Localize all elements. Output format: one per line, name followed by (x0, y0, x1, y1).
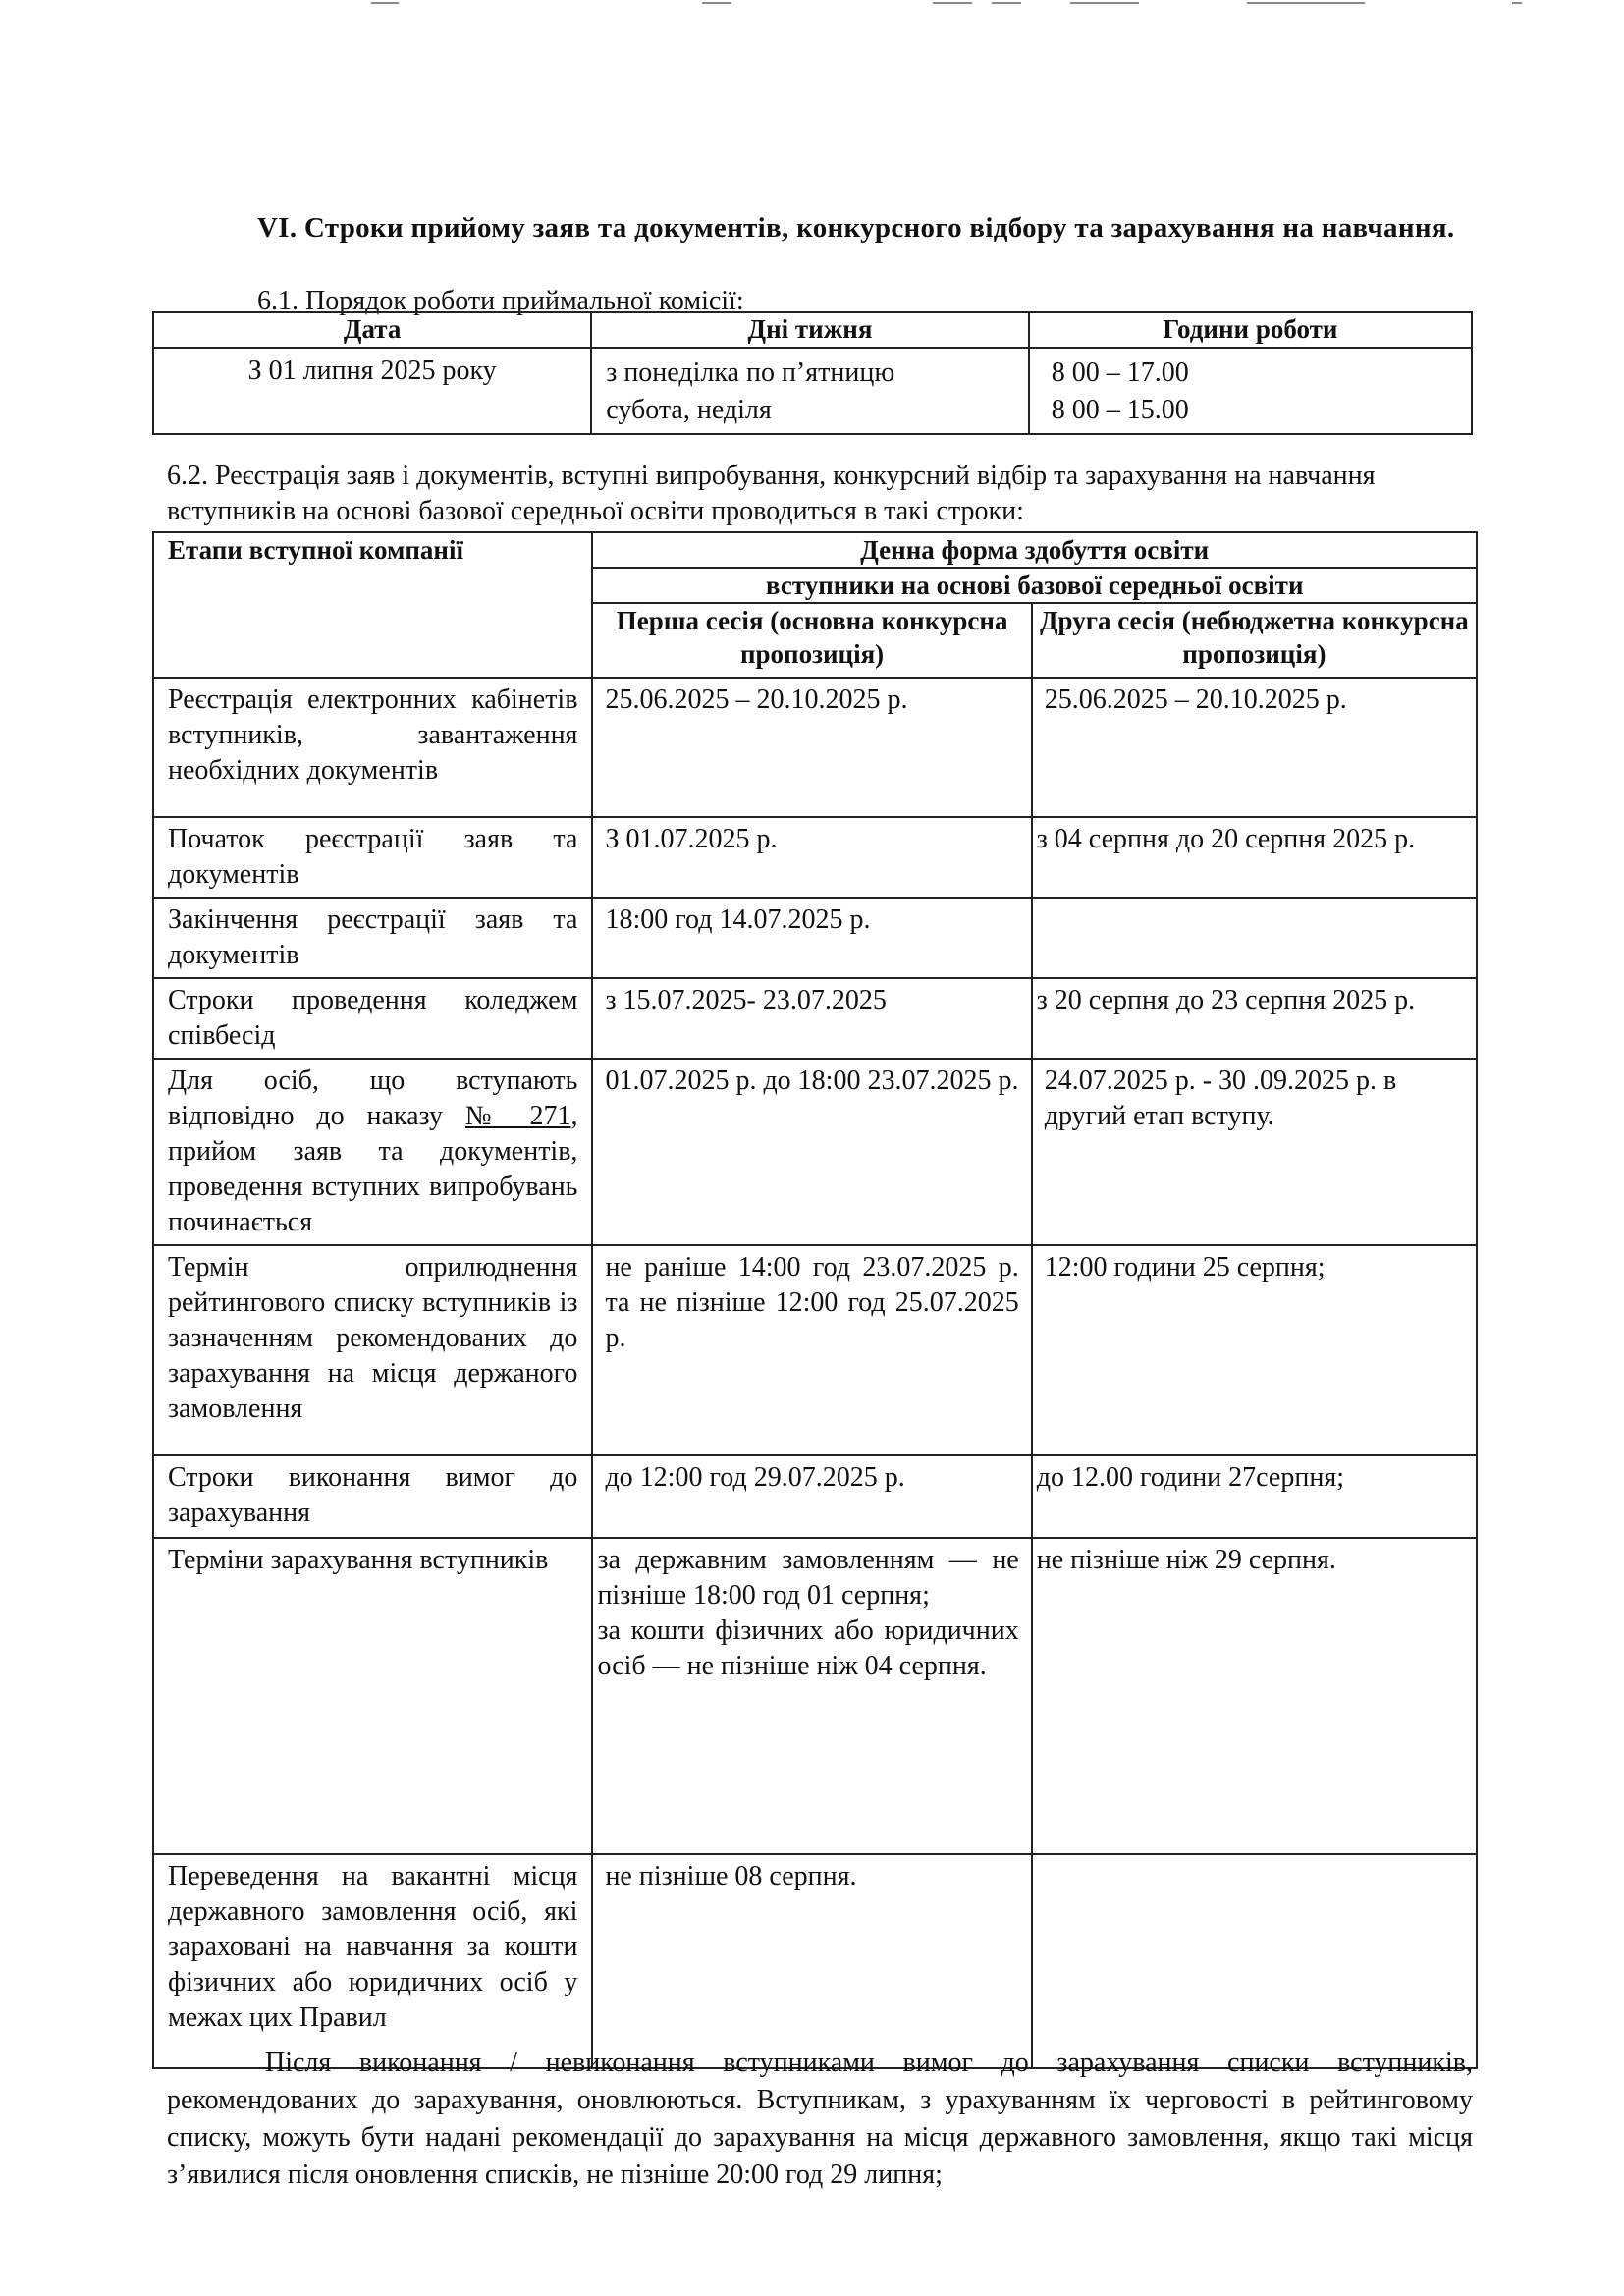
enrollment-state-order: за державним замовленням — не пізніше 18:00 год 01 серпня; (597, 1545, 1019, 1611)
session-1-cell: 18:00 год 14.07.2025 р. (592, 898, 1031, 978)
days-weekend: субота, неділя (606, 395, 772, 425)
header-stage: Етапи вступної компанії (153, 532, 592, 678)
cell-days (591, 348, 1028, 434)
table-row (153, 1538, 1477, 1854)
header-session-1: Перша сесія (основна конкурсна пропозиція) (592, 603, 1031, 678)
header-days: Дні тижня (591, 312, 1028, 348)
stage-text-after: , прийом заяв та документів, проведення вступних випробувань починається (168, 1101, 578, 1237)
table-row (153, 1245, 1477, 1455)
stage-cell: Термін оприлюднення рейтингового списку вступників із зазначенням рекомендованих до зарахування на місця держаного замовлення (153, 1245, 592, 1455)
days-weekdays: з понеділка по п’ятницю (606, 357, 895, 388)
table-row (153, 898, 1477, 978)
table-row (153, 978, 1477, 1059)
table-row (153, 1854, 1477, 2068)
stage-cell (153, 1059, 592, 1245)
table-row (153, 817, 1477, 898)
session-2-cell: з 04 серпня до 20 серпня 2025 р. (1032, 817, 1477, 898)
header-group: вступники на основі базової середньої освіти (592, 568, 1477, 603)
hours-weekdays: 8 00 – 17.00 (1051, 357, 1189, 388)
section-6-2-title: 6.2. Реєстрація заяв і документів, вступні випробування, конкурсний відбір та зарахування на навчання вступників на основі базової середньої освіти проводиться в такі строки: (167, 461, 1376, 526)
table-row (153, 1455, 1477, 1538)
stage-cell: Строки проведення коледжем співбесід (153, 978, 592, 1059)
section-6-1-title: 6.1. Порядок роботи приймальної комісії: (257, 286, 744, 316)
order-number-link: № 271 (464, 1101, 571, 1131)
session-2-cell: не пізніше ніж 29 серпня. (1032, 1538, 1477, 1854)
stage-text-before: Для осіб, що вступають відповідно до наказу (168, 1066, 578, 1131)
stage-cell: Переведення на вакантні місця державного замовлення осіб, які зараховані на навчання за кошти фізичних або юридичних осіб у межах цих Правил (153, 1854, 592, 2068)
closing-paragraph: Після виконання / невиконання вступниками вимог до зарахування списки вступників, рекомендованих до зарахування, оновлюються. Вступникам, з урахуванням їх черговості в рейтинговому списку, можуть бути надані рекомендації до зарахування на місця державного замовлення, якщо такі місця з’явилися після оновлення списків, не пізніше 20:00 год 29 липня; (167, 2048, 1473, 2190)
table-row (153, 348, 1472, 434)
session-1-cell: не пізніше 08 серпня. (592, 1854, 1031, 2068)
stage-cell: Закінчення реєстрації заяв та документів (153, 898, 592, 978)
session-2-cell: до 12.00 години 27серпня; (1032, 1455, 1477, 1538)
session-1-cell: не раніше 14:00 год 23.07.2025 р. та не пізніше 12:00 год 25.07.2025 р. (592, 1245, 1031, 1455)
enrollment-paid: за кошти фізичних або юридичних осіб — не пізніше ніж 04 серпня. (597, 1615, 1019, 1681)
session-1-cell (592, 1538, 1031, 1854)
hours-weekend: 8 00 – 15.00 (1051, 395, 1189, 425)
admission-schedule-table (152, 531, 1478, 2069)
cell-date: З 01 липня 2025 року (153, 348, 591, 434)
header-session-2: Друга сесія (небюджетна конкурсна пропозиція) (1032, 603, 1477, 678)
stage-cell: Строки виконання вимог до зарахування (153, 1455, 592, 1538)
session-2-cell: 25.06.2025 – 20.10.2025 р. (1032, 678, 1477, 817)
working-hours-table (152, 311, 1473, 435)
section-heading: VI. Строки прийому заяв та документів, конкурсного відбору та зарахування на навчання. (257, 212, 1455, 244)
cell-hours (1029, 348, 1472, 434)
session-2-cell (1032, 1854, 1477, 2068)
session-1-cell: 01.07.2025 р. до 18:00 23.07.2025 р. (592, 1059, 1031, 1245)
table-header-row (153, 312, 1472, 348)
stage-cell: Реєстрація електронних кабінетів вступників, завантаження необхідних документів (153, 678, 592, 817)
stage-cell: Початок реєстрації заяв та документів (153, 817, 592, 898)
stage-cell: Терміни зарахування вступників (153, 1538, 592, 1854)
session-1-cell: до 12:00 год 29.07.2025 р. (592, 1455, 1031, 1538)
session-2-cell (1032, 898, 1477, 978)
session-2-cell: 12:00 години 25 серпня; (1032, 1245, 1477, 1455)
header-date: Дата (153, 312, 591, 348)
header-hours: Години роботи (1029, 312, 1472, 348)
session-1-cell: з 15.07.2025- 23.07.2025 (592, 978, 1031, 1059)
scan-artifacts (0, 0, 1624, 16)
session-1-cell: 25.06.2025 – 20.10.2025 р. (592, 678, 1031, 817)
session-1-cell: З 01.07.2025 р. (592, 817, 1031, 898)
table-row (153, 1059, 1477, 1245)
header-form: Денна форма здобуття освіти (592, 532, 1477, 568)
table-row (153, 678, 1477, 817)
session-2-cell: 24.07.2025 р. - 30 .09.2025 р. в другий етап вступу. (1032, 1059, 1477, 1245)
table-header-row (153, 532, 1477, 568)
session-2-cell: з 20 серпня до 23 серпня 2025 р. (1032, 978, 1477, 1059)
